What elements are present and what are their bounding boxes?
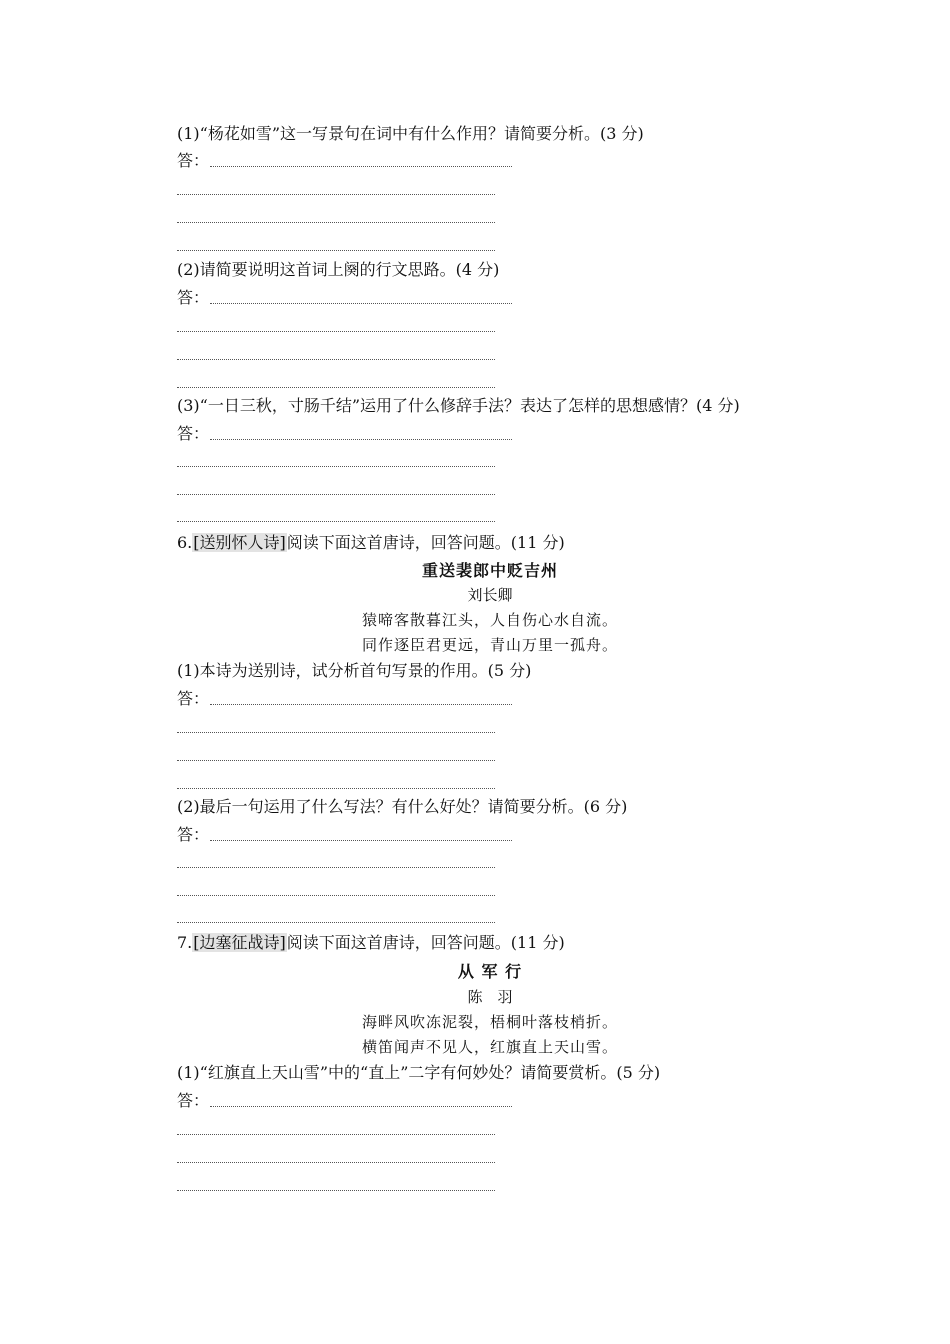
- question-prompt: 阅读下面这首唐诗，回答问题。(11 分): [286, 533, 565, 552]
- poem-line: 同作逐臣君更远，青山万里一孤舟。: [361, 636, 618, 654]
- answer-label: 答：: [177, 689, 210, 708]
- question-number: 7.: [177, 933, 193, 952]
- answer-line[interactable]: [177, 1162, 495, 1163]
- answer-label: 答：: [177, 825, 210, 844]
- question-7-heading: [177, 933, 565, 953]
- answer-line[interactable]: [177, 732, 495, 733]
- question-6-heading: [177, 533, 565, 553]
- answer-line: [210, 303, 512, 304]
- answer-line[interactable]: [177, 760, 495, 761]
- answer-line[interactable]: [177, 521, 495, 522]
- answer-line[interactable]: [177, 387, 495, 388]
- answer-line[interactable]: [177, 250, 495, 251]
- answer-line[interactable]: [177, 194, 495, 195]
- answer-label: 答：: [177, 288, 210, 307]
- answer-label: 答：: [177, 1091, 210, 1110]
- answer-line[interactable]: [177, 466, 495, 467]
- answer-line[interactable]: [177, 922, 495, 923]
- answer-line[interactable]: [177, 895, 495, 896]
- question-number: 6.: [177, 533, 193, 552]
- answer-line: [210, 166, 512, 167]
- question-6-2: (2)最后一句运用了什么写法？有什么好处？请简要分析。(6 分): [177, 797, 628, 816]
- question-5-1: (1)“杨花如雪”这一写景句在词中有什么作用？请简要分析。(3 分): [177, 124, 644, 143]
- answer-line[interactable]: [177, 359, 495, 360]
- answer-line[interactable]: [177, 331, 495, 332]
- question-prompt: 阅读下面这首唐诗，回答问题。(11 分): [286, 933, 565, 952]
- answer-line[interactable]: [177, 867, 495, 868]
- answer-line: [210, 840, 512, 841]
- answer-line: [210, 704, 512, 705]
- poem-title: 重送裴郎中贬吉州: [421, 561, 558, 580]
- poem-author: 刘长卿: [467, 586, 513, 604]
- question-6-1: (1)本诗为送别诗，试分析首句写景的作用。(5 分): [177, 661, 532, 680]
- category-tag: [送别怀人诗]: [193, 533, 286, 552]
- poem-line: 横笛闻声不见人，红旗直上天山雪。: [361, 1038, 618, 1056]
- poem-author: 陈 羽: [467, 988, 513, 1006]
- answer-line[interactable]: [177, 1190, 495, 1191]
- answer-line[interactable]: [177, 222, 495, 223]
- poem-line: 猿啼客散暮江头，人自伤心水自流。: [361, 611, 618, 629]
- answer-line[interactable]: [177, 788, 495, 789]
- category-tag: [边塞征战诗]: [193, 933, 286, 952]
- answer-line[interactable]: [177, 494, 495, 495]
- question-7-1: (1)“红旗直上天山雪”中的“直上”二字有何妙处？请简要赏析。(5 分): [177, 1063, 661, 1082]
- answer-label: 答：: [177, 424, 210, 443]
- answer-label: 答：: [177, 151, 210, 170]
- poem-line: 海畔风吹冻泥裂，梧桐叶落枝梢折。: [361, 1013, 618, 1031]
- answer-line: [210, 1106, 512, 1107]
- question-5-3: (3)“一日三秋，寸肠千结”运用了什么修辞手法？表达了怎样的思想感情？(4 分): [177, 396, 740, 415]
- answer-line[interactable]: [177, 1134, 495, 1135]
- poem-title: 从 军 行: [457, 962, 523, 981]
- question-5-2: (2)请简要说明这首词上阕的行文思路。(4 分): [177, 260, 500, 279]
- answer-line: [210, 439, 512, 440]
